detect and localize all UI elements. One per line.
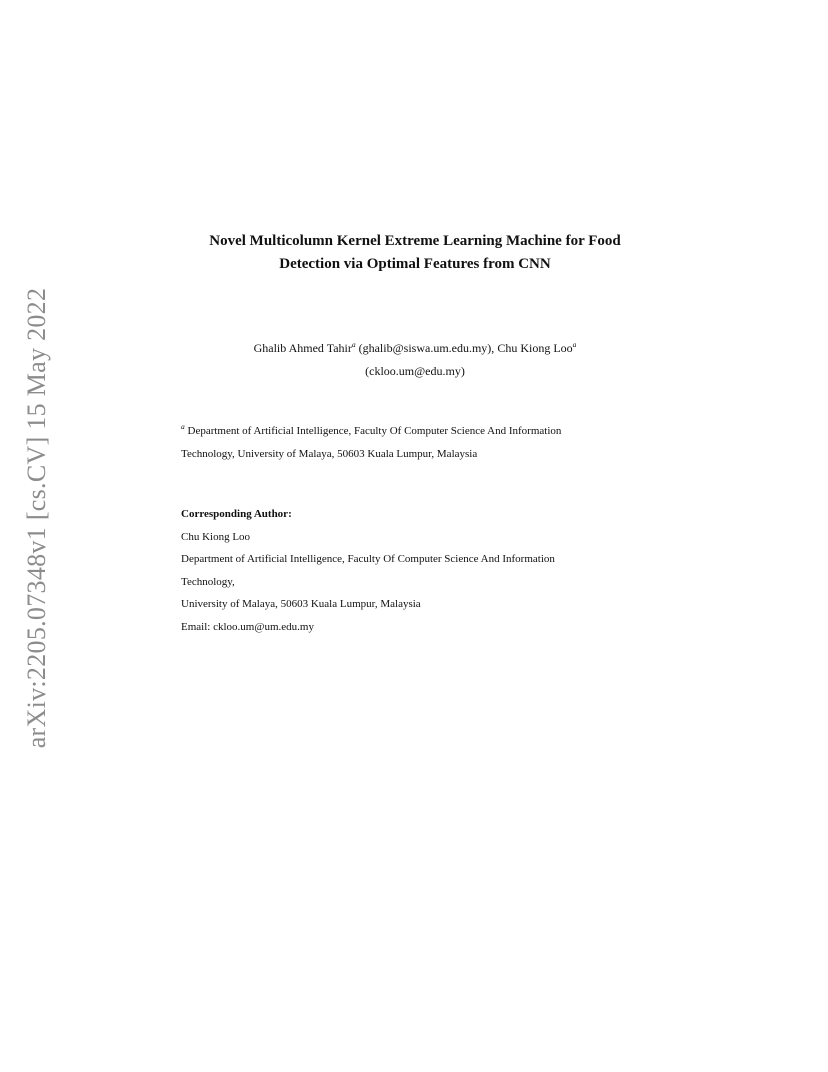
author-1-affiliation-mark: a xyxy=(351,340,356,349)
author-1-name: Ghalib Ahmed Tahir xyxy=(253,341,352,355)
author-2-email: (ckloo.um@edu.my) xyxy=(365,364,465,378)
affiliation-mark: a xyxy=(181,422,185,431)
title-line-1: Novel Multicolumn Kernel Extreme Learning Machine for Food xyxy=(209,233,621,249)
author-2-affiliation-mark: a xyxy=(572,340,577,349)
corresponding-author-block xyxy=(181,503,661,638)
affiliation-line-1 xyxy=(181,420,661,443)
author-1-email: (ghalib@siswa.um.edu.my), xyxy=(355,341,498,355)
author-2-name: Chu Kiong Loo xyxy=(497,341,573,355)
corresponding-department: Department of Artificial Intelligence, Faculty Of Computer Science And Information xyxy=(181,553,555,565)
paper-title xyxy=(150,230,680,276)
corresponding-department-cont: Technology, xyxy=(181,575,235,588)
corresponding-email: Email: ckloo.um@um.edu.my xyxy=(181,620,314,633)
corresponding-name: Chu Kiong Loo xyxy=(181,530,251,543)
affiliation-text-1: Department of Artificial Intelligence, Faculty Of Computer Science And Information xyxy=(184,425,562,437)
author-line-1 xyxy=(150,337,680,360)
arxiv-identifier: arXiv:2205.07348v1 [cs.CV] 15 May 2022 xyxy=(22,287,51,749)
corresponding-university: University of Malaya, 50603 Kuala Lumpur, Malaysia xyxy=(181,598,421,610)
author-list xyxy=(150,337,680,383)
title-line-2: Detection via Optimal Features from CNN xyxy=(279,256,551,272)
affiliation-line-2: Technology, University of Malaya, 50603 Kuala Lumpur, Malaysia xyxy=(181,448,478,460)
affiliation-block xyxy=(181,420,661,466)
corresponding-heading: Corresponding Author: xyxy=(181,508,292,520)
